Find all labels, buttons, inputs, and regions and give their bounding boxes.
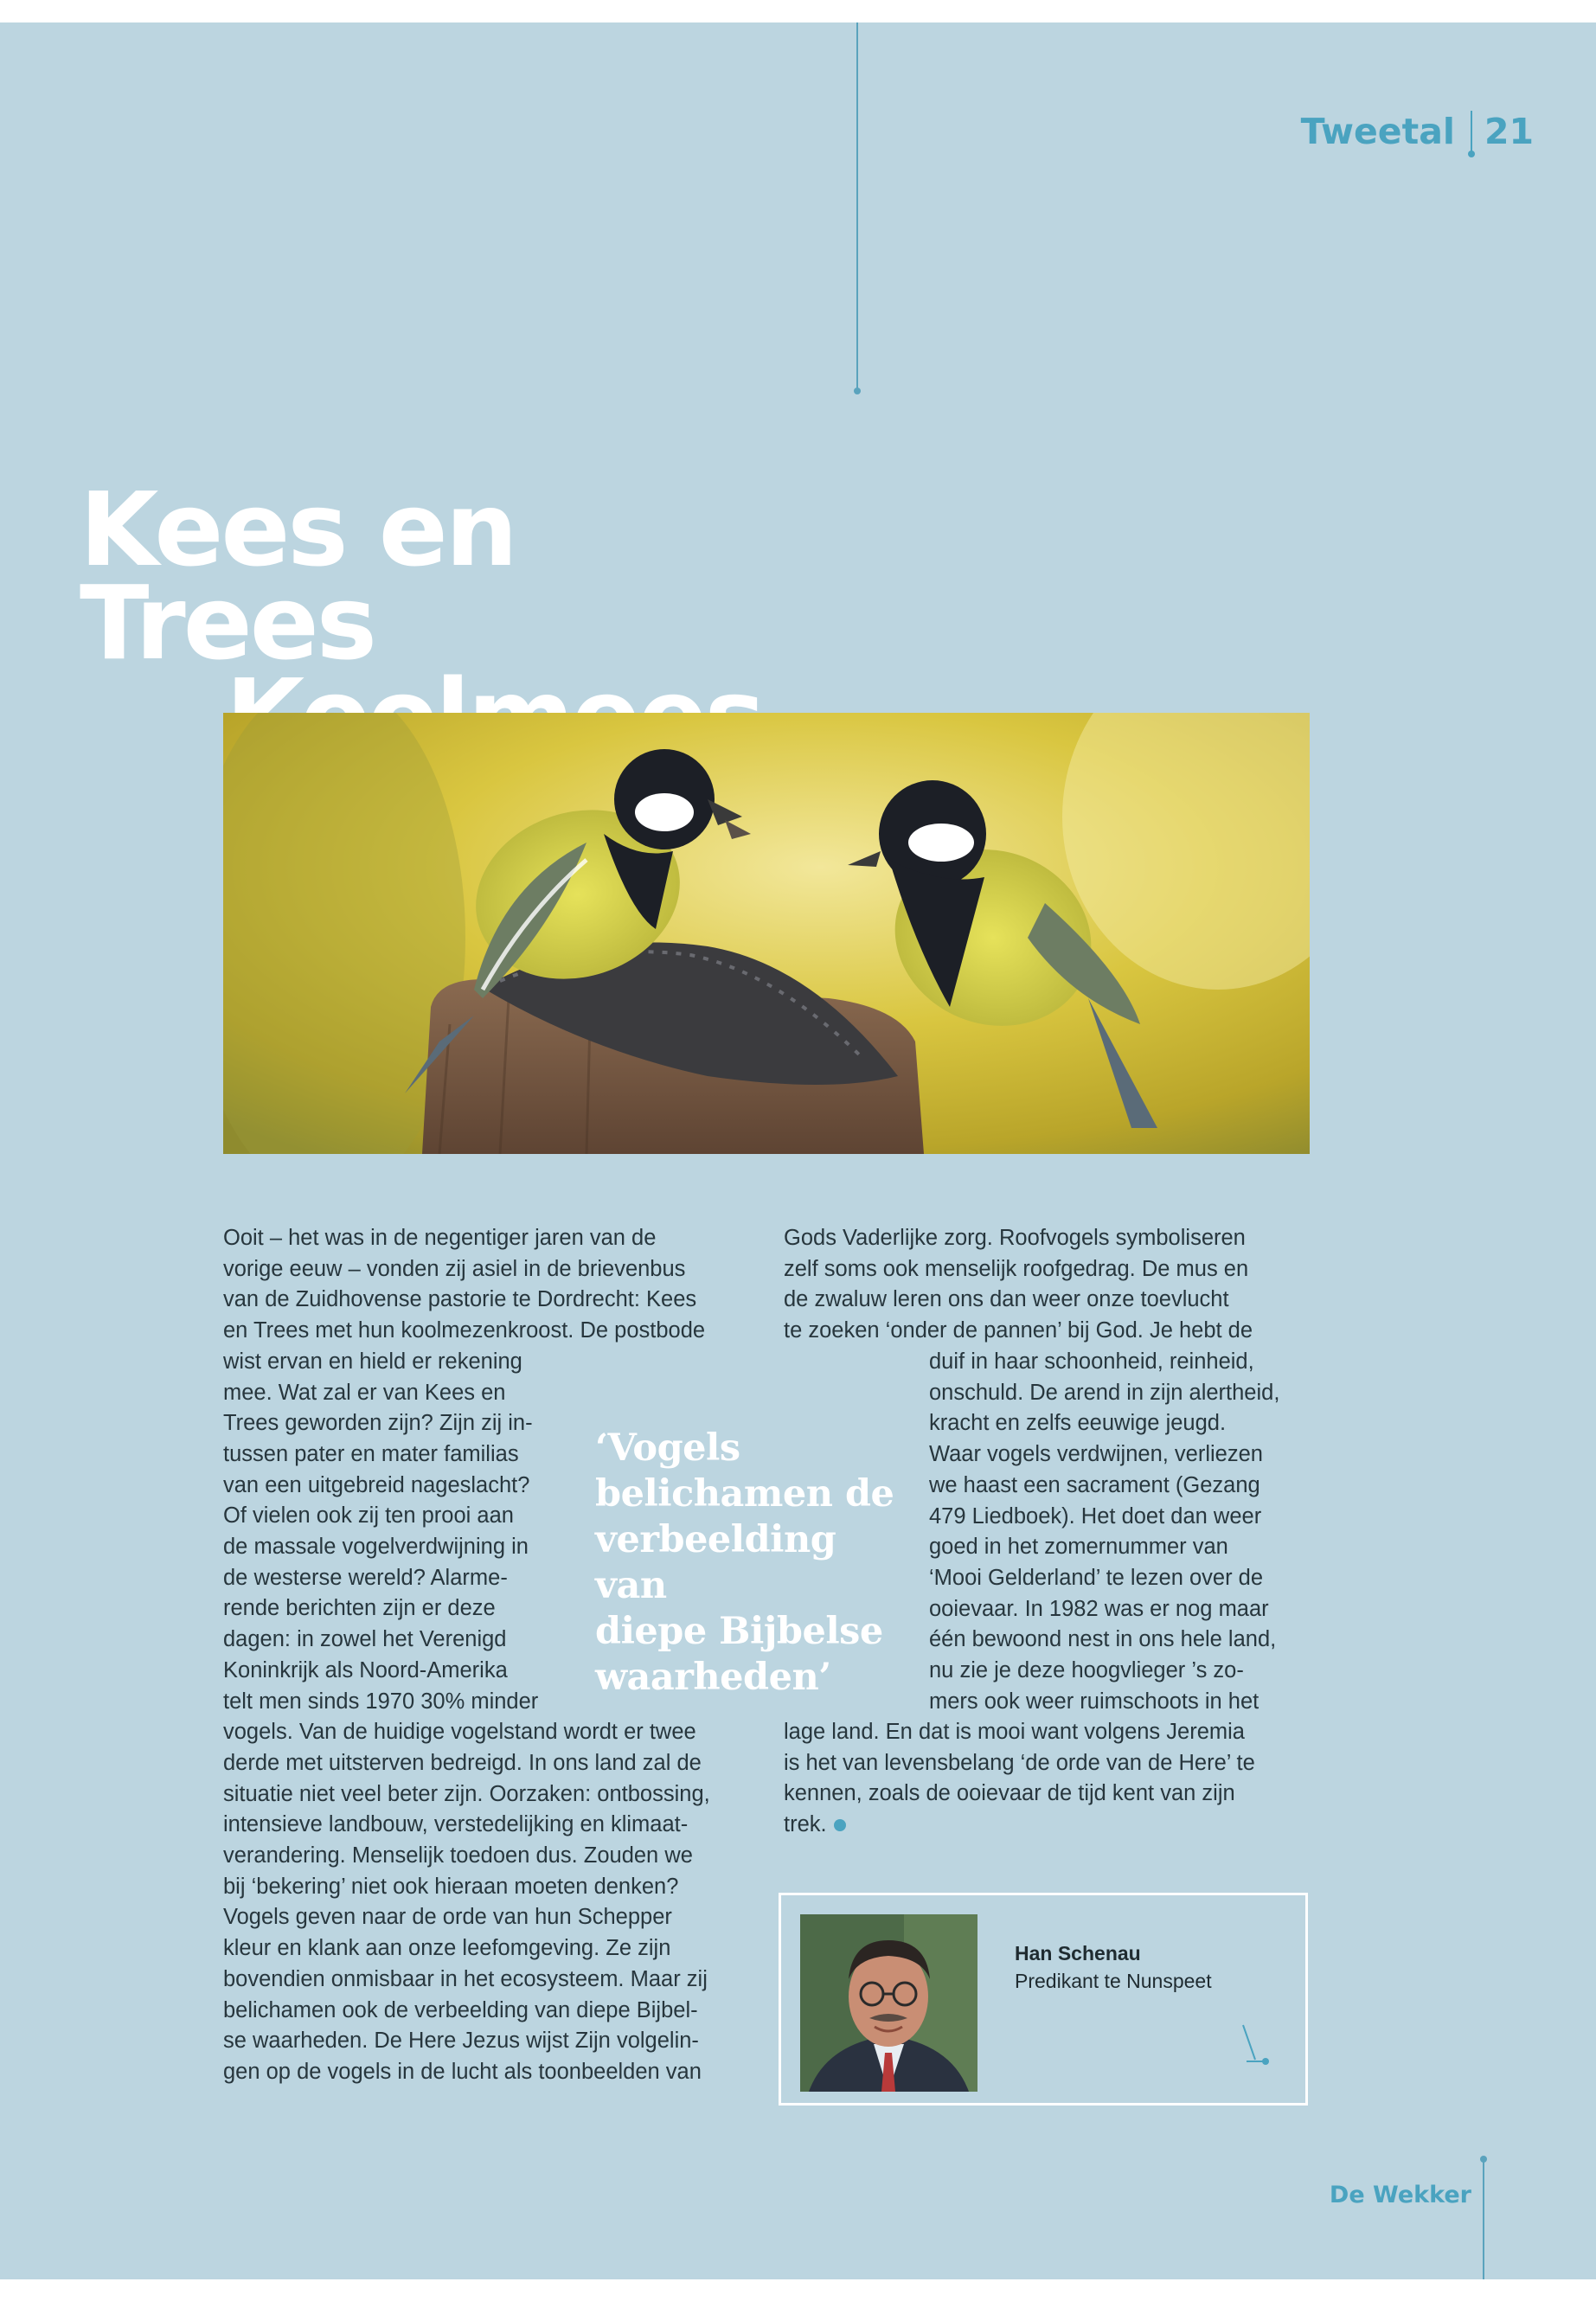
body-text-line: Of vielen ook zij ten prooi aan — [223, 1503, 514, 1529]
header-separator-dot — [1468, 151, 1475, 157]
body-text-line: vorige eeuw – vonden zij asiel in de brievenbus — [223, 1256, 686, 1281]
bottom-divider-dot — [1480, 2156, 1487, 2163]
body-text-line: de massale vogelverdwijning in — [223, 1535, 529, 1560]
body-text-line: zelf soms ook menselijk roofgedrag. De mus en — [784, 1256, 1249, 1281]
pull-quote-line: diepe Bijbelse — [595, 1610, 883, 1653]
body-text-line: verandering. Menselijk toedoen dus. Zouden we — [223, 1843, 693, 1868]
body-text-line: 479 Liedboek). Het doet dan weer — [929, 1503, 1262, 1529]
body-text-line: situatie niet veel beter zijn. Oorzaken: ontbossing, — [223, 1781, 710, 1806]
body-text-line: telt men sinds 1970 30% minder — [223, 1689, 539, 1714]
body-text-line: dagen: in zowel het Verenigd — [223, 1627, 507, 1652]
article-column-2-bottom — [784, 1717, 1320, 1841]
body-text-line: Gods Vaderlijke zorg. Roofvogels symboliseren — [784, 1226, 1246, 1250]
decorative-line-mark-icon — [1240, 2022, 1271, 2070]
bottom-divider-line — [1483, 2159, 1484, 2279]
body-text-line: goed in het zomernummer van — [929, 1535, 1228, 1560]
body-text-line: onschuld. De arend in zijn alertheid, — [929, 1380, 1280, 1405]
body-text-line: te zoeken ‘onder de pannen’ bij God. Je hebt de — [784, 1318, 1253, 1343]
bird-photo-icon — [223, 713, 1310, 1154]
body-text-line: nu zie je deze hoogvlieger ’s zo- — [929, 1658, 1244, 1683]
body-text-line: derde met uitsterven bedreigd. In ons land zal de — [223, 1750, 702, 1775]
article-column-2-indented — [929, 1347, 1327, 1717]
body-text-line: lage land. En dat is mooi want volgens Jeremia — [784, 1720, 1245, 1744]
author-card — [779, 1893, 1308, 2106]
body-text-line: is het van levensbelang ‘de orde van de Here’ te — [784, 1750, 1255, 1775]
body-text-line: van de Zuidhovense pastorie te Dordrecht: Kees — [223, 1287, 697, 1312]
body-text-line: tussen pater en mater familias — [223, 1441, 519, 1466]
publication-name: De Wekker — [1329, 2182, 1471, 2208]
body-text-line: mee. Wat zal er van Kees en — [223, 1380, 506, 1405]
author-avatar — [800, 1914, 977, 2092]
body-text-line: wist ervan en hield er rekening — [223, 1349, 522, 1374]
body-text-line: vogels. Van de huidige vogelstand wordt er twee — [223, 1720, 696, 1745]
body-text-line: kennen, zoals de ooievaar de tijd kent van zijn — [784, 1781, 1235, 1806]
pull-quote-line: belichamen de — [595, 1472, 894, 1516]
header-separator — [1471, 111, 1472, 152]
page-number: 21 — [1484, 111, 1534, 152]
author-role: Predikant te Nunspeet — [1015, 1970, 1212, 1992]
body-text-line: trek. — [784, 1810, 1320, 1841]
body-text-line: de zwaluw leren ons dan weer onze toevlucht — [784, 1287, 1229, 1312]
body-text-line: we haast een sacrament (Gezang — [929, 1472, 1260, 1497]
pull-quote-line: ‘Vogels — [595, 1426, 740, 1470]
body-text-line: duif in haar schoonheid, reinheid, — [929, 1349, 1254, 1374]
body-text-line: Waar vogels verdwijnen, verliezen — [929, 1442, 1263, 1467]
pull-quote — [595, 1426, 915, 1701]
body-text-line: gen op de vogels in de lucht als toonbeelden van — [223, 2059, 702, 2084]
body-text-line: mers ook weer ruimschoots in het — [929, 1689, 1259, 1714]
body-text-line: ‘Mooi Gelderland’ te lezen over de — [929, 1565, 1264, 1590]
body-text-line: ooievaar. In 1982 was er nog maar — [929, 1596, 1269, 1621]
end-of-article-dot-icon — [834, 1819, 846, 1831]
page-header — [1301, 97, 1534, 166]
body-text-line: Trees geworden zijn? Zijn zij in- — [223, 1411, 533, 1436]
bird-photo — [223, 713, 1310, 1154]
body-text-line: en Trees met hun koolmezenkroost. De postbode — [223, 1318, 706, 1343]
body-text-line: se waarheden. De Here Jezus wijst Zijn volgelin- — [223, 2029, 699, 2054]
author-name: Han Schenau — [1015, 1942, 1141, 1965]
body-text-line: kleur en klank aan onze leefomgeving. Ze zijn — [223, 1936, 671, 1961]
body-text-line: bovendien onmisbaar in het ecosysteem. Maar zij — [223, 1966, 708, 1991]
body-text-line: Koninkrijk als Noord-Amerika — [223, 1657, 508, 1682]
body-text-line: Ooit – het was in de negentiger jaren van de — [223, 1226, 657, 1250]
body-text-line: kracht en zelfs eeuwige jeugd. — [929, 1411, 1227, 1436]
body-text-line: belichamen ook de verbeelding van diepe Bijbel- — [223, 1997, 698, 2022]
body-text-line: één bewoond nest in ons hele land, — [929, 1627, 1277, 1652]
section-label: Tweetal — [1300, 111, 1455, 152]
body-text-line: rende berichten zijn er deze — [223, 1596, 496, 1621]
page — [0, 22, 1596, 2279]
body-text-line: bij ‘bekering’ niet ook hieraan moeten denken? — [223, 1874, 679, 1899]
title-line-1: Kees en Trees — [80, 470, 516, 683]
article-column-2-top — [784, 1223, 1320, 1347]
top-divider-dot — [854, 388, 861, 394]
top-divider-line — [856, 22, 858, 391]
pull-quote-line: verbeelding van — [595, 1518, 836, 1607]
pull-quote-line: waarheden’ — [595, 1656, 831, 1699]
body-text-line: de westerse wereld? Alarme- — [223, 1565, 508, 1590]
body-text-line: Vogels geven naar de orde van hun Schepper — [223, 1905, 672, 1930]
body-text-line: van een uitgebreid nageslacht? — [223, 1472, 530, 1497]
body-text-line: intensieve landbouw, verstedelijking en klimaat- — [223, 1812, 689, 1837]
author-portrait-icon — [800, 1914, 977, 2092]
